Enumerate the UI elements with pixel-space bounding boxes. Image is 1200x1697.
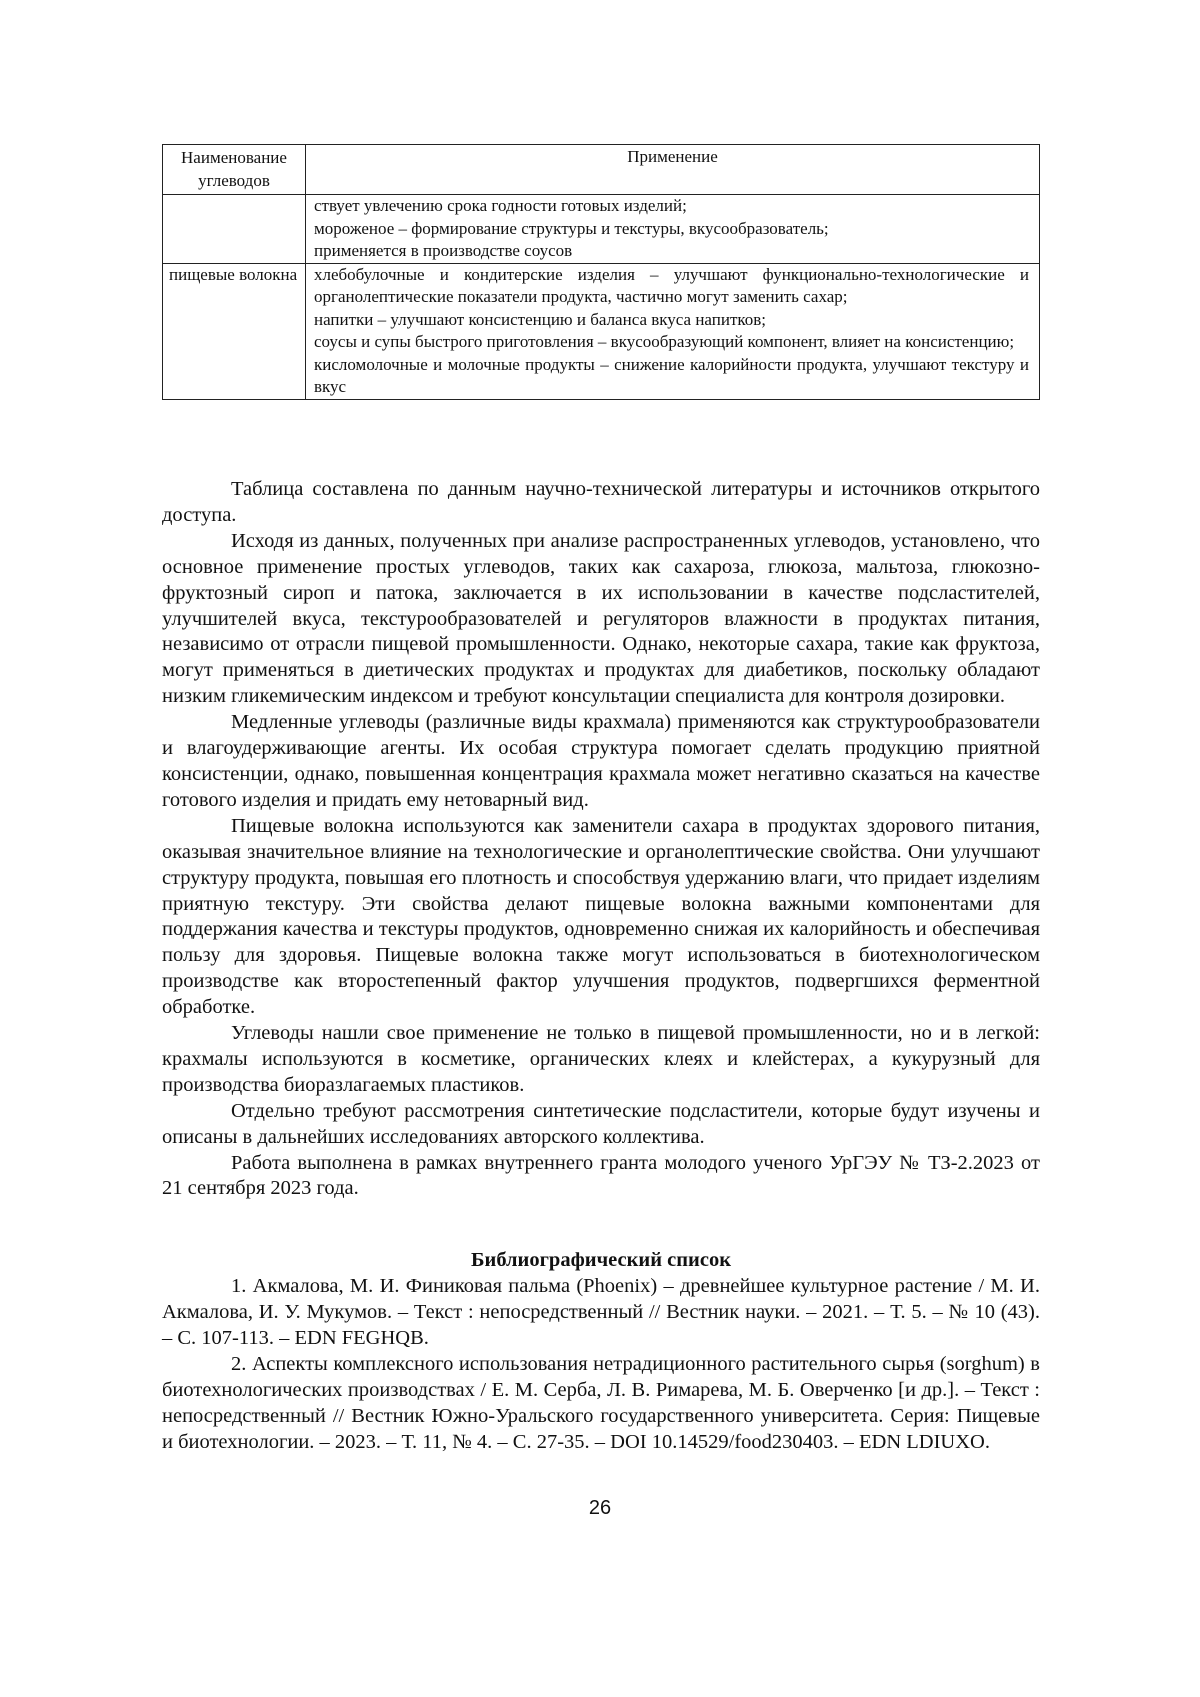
application-line: применяется в производстве соусов	[314, 241, 573, 260]
table-cell-name: пищевые волокна	[163, 263, 306, 399]
application-line: хлебобулочные и кондитерские изделия – улучшают функционально-технологические и органолептические показатели продукта, частично могут заменить сахар;	[314, 264, 1029, 306]
table-header-row	[163, 145, 1040, 195]
bibliography-title: Библиографический список	[470, 1249, 732, 1271]
table-row	[163, 263, 1040, 399]
paragraph: Отдельно требуют рассмотрения синтетические подсластители, которые будут изучены и описаны в дальнейших исследованиях авторского коллектива.	[162, 1099, 1040, 1148]
table-header-application: Применение	[306, 145, 1040, 195]
body-text	[162, 477, 1040, 1202]
paragraph: Работа выполнена в рамках внутреннего гранта молодого ученого УрГЭУ № ТЗ-2.2023 от 21 сентября 2023 года.	[162, 1151, 1040, 1200]
application-line: напитки – улучшают консистенцию и баланса вкуса напитков;	[314, 309, 767, 329]
bibliography-item: 2. Аспекты комплексного использования нетрадиционного растительного сырья (sorghum) в биотехнологических производствах / Е. М. Серба, Л. В. Римарева, М. Б. Оверченко [и др.]. – Текст : непосредственный // Вестник Южно-Уральского государственного университета. Серия: Пищевые и биотехнологии. – 2023. – Т. 11, № 4. – С. 27-35. – DOI 10.14529/food230403. – EDN LDIUXO.	[162, 1353, 1040, 1453]
table-header-name: Наименование углеводов	[163, 145, 306, 195]
table-cell-name	[163, 195, 306, 264]
table-cell-application	[306, 263, 1040, 399]
application-line: кисломолочные и молочные продукты – снижение калорийности продукта, улучшают текстуру и вкус	[314, 354, 1029, 396]
application-line: ствует увлечению срока годности готовых изделий;	[314, 196, 687, 215]
carbohydrates-table	[162, 144, 1040, 400]
bibliography-list	[162, 1273, 1040, 1455]
application-line: мороженое – формирование структуры и текстуры, вкусообразователь;	[314, 218, 829, 238]
page-number: 26	[588, 1497, 612, 1519]
paragraph: Исходя из данных, полученных при анализе распространенных углеводов, установлено, что основное применение простых углеводов, таких как сахароза, глюкоза, мальтоза, глюкозно-фруктозный сироп и патока, заключается в их использовании в качестве подсластителей, улучшителей вкуса, текстурообразователей и регуляторов влажности в продуктах питания, независимо от отрасли пищевой промышленности. Однако, некоторые сахара, такие как фруктоза, могут применяться в диетических продуктах и продуктах для диабетиков, поскольку обладают низким гликемическим индексом и требуют консультации специалиста для контроля дозировки.	[162, 529, 1040, 708]
table-row	[163, 195, 1040, 264]
paragraph: Медленные углеводы (различные виды крахмала) применяются как структурообразователи и влагоудерживающие агенты. Их особая структура помогает сделать продукцию приятной консистенции, однако, повышенная концентрация крахмала может негативно сказаться на качестве готового изделия и придать ему нетоварный вид.	[162, 711, 1040, 811]
paragraph: Углеводы нашли свое применение не только в пищевой промышленности, но и в легкой: крахмалы используются в косметике, органических клеях и клейстерах, а кукурузный для производства биоразлагаемых пластиков.	[162, 1022, 1040, 1096]
bibliography-item: 1. Акмалова, М. И. Финиковая пальма (Phoenix) – древнейшее культурное растение / М. И. Акмалова, И. У. Мукумов. – Текст : непосредственный // Вестник науки. – 2021. – Т. 5. – № 10 (43). – С. 107-113. – EDN FEGHQB.	[162, 1275, 1040, 1349]
table-cell-application	[306, 195, 1040, 264]
paragraph: Пищевые волокна используются как заменители сахара в продуктах здорового питания, оказывая значительное влияние на технологические и органолептические свойства. Они улучшают структуру продукта, повышая его плотность и способствуя удержанию влаги, что придает изделиям приятную текстуру. Эти свойства делают пищевые волокна важными компонентами для поддержания качества и текстуры продуктов, одновременно снижая их калорийность и обеспечивая пользу для здоровья. Пищевые волокна также могут использоваться в биотехнологическом производстве как второстепенный фактор улучшения продуктов, подвергшихся ферментной обработке.	[162, 814, 1040, 1019]
paragraph: Таблица составлена по данным научно-технической литературы и источников открытого доступа.	[162, 478, 1040, 526]
application-line: соусы и супы быстрого приготовления – вкусообразующий компонент, влияет на консистенцию;	[314, 332, 1015, 351]
